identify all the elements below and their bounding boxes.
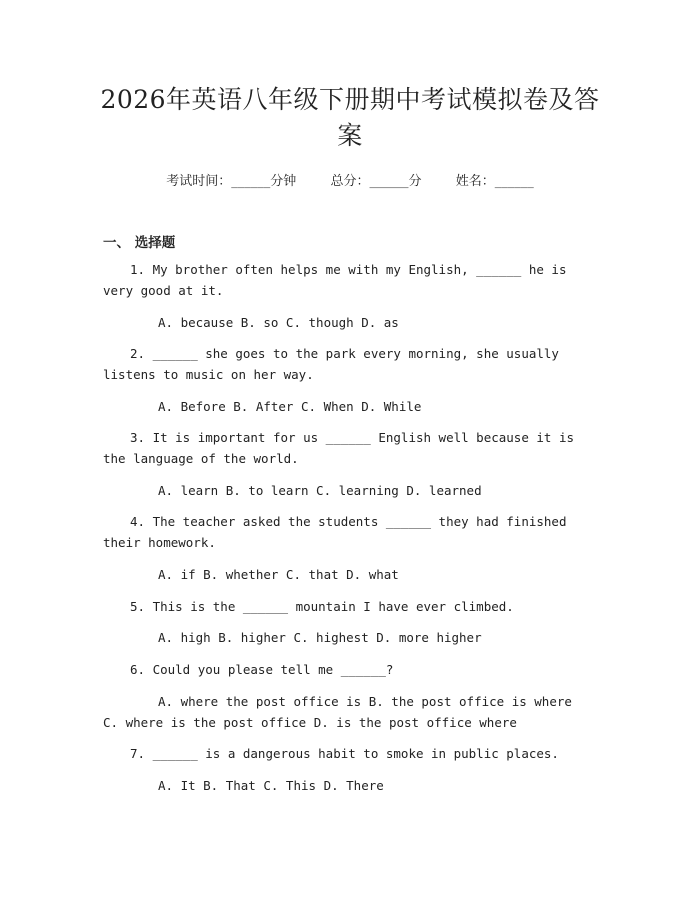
document-title: 2026年英语八年级下册期中考试模拟卷及答案 [100,85,600,150]
question-options: A. learn B. to learn C. learning D. learned [158,483,482,498]
question-options: A. if B. whether C. that D. what [158,567,399,582]
question-stem: 2. ______ she goes to the park every morning, she usually listens to music on her way. [103,346,559,382]
question-stem: 1. My brother often helps me with my English, ______ he is very good at it. [103,262,567,298]
exam-meta [0,170,700,189]
question-stem: 6. Could you please tell me ______? [130,662,394,677]
exam-time: 考试时间：______分钟 [166,174,297,189]
question-options: A. because B. so C. though D. as [158,315,399,330]
question-options: A. where the post office is B. the post office is where C. where is the post office D. is the post office where [103,694,572,730]
question-stem: 4. The teacher asked the students ______ they had finished their homework. [103,514,567,550]
question-options: A. Before B. After C. When D. While [158,399,422,414]
question-options: A. high B. higher C. highest D. more higher [158,630,482,645]
section-heading: 一、 选择题 [103,235,176,251]
question-stem: 7. ______ is a dangerous habit to smoke in public places. [130,746,559,761]
question-options: A. It B. That C. This D. There [158,778,384,793]
question-stem: 5. This is the ______ mountain I have ever climbed. [130,599,514,614]
student-name: 姓名：______ [455,174,534,189]
exam-score: 总分：______分 [330,174,422,189]
question-stem: 3. It is important for us ______ English well because it is the language of the world. [103,430,575,466]
